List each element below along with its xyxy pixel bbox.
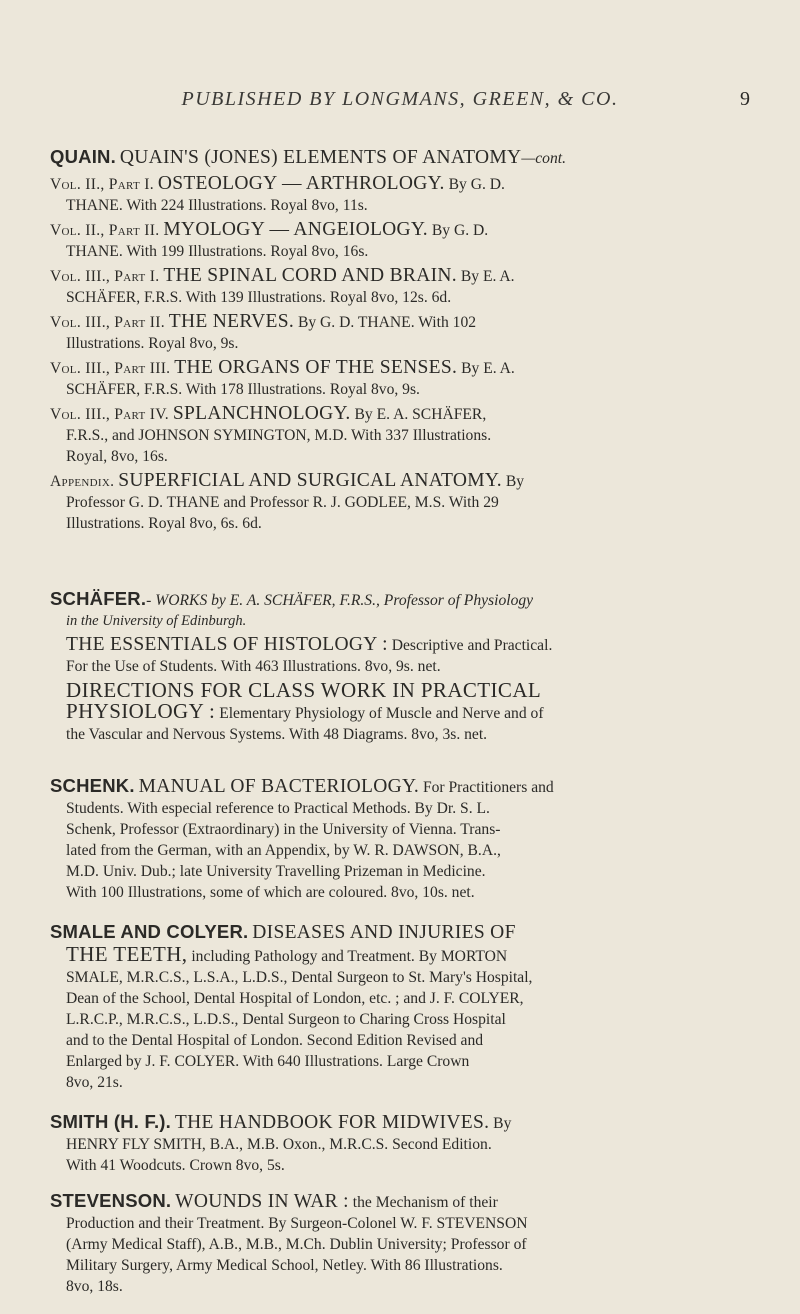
entry-heading: SCHENK. [50,775,135,796]
entry-heading: SCHÄFER. [50,588,147,609]
entry-quain [50,146,752,537]
entry-stevenson: STEVENSON. WOUNDS IN WAR : the Mechanism of their Production and their Treatment. By Surgeon-Colonel W. F. STEVENSON (Army Medical Staff), A.B., M.B., M.Ch. Dublin University; Professor of Military Surgery, Army Medical School, Netley. With 86 Illustrations. 8vo, 18s. [50,1190,528,1295]
book-title: DIRECTIONS FOR CLASS WORK IN PRACTICAL [66,678,542,702]
entry-subtitle-continued: in the University of Edinburgh. [66,613,247,629]
entry-subtitle: - WORKS by E. A. SCHÄFER, F.R.S., Professor of Physiology [146,592,534,609]
book-title: THE ESSENTIALS OF HISTOLOGY : [66,634,388,655]
volume-item: Vol. III., Part III. THE ORGANS OF THE SENSES. By E. A. SCHÄFER, F.R.S. With 178 Illustrations. Royal 8vo, 9s. [50,357,515,398]
entry-schenk: SCHENK. MANUAL OF BACTERIOLOGY. For Practitioners and Students. With especial reference to Practical Methods. By Dr. S. L. Schenk, Professor (Extraordinary) in the University of Vienna. Trans- lated from the German, with an Appendix, by W. R. DAWSON, B.A., M.D. Univ. Dub.; late University Travelling Prizeman in Medicine. With 100 Illustrations, some of which are coloured. 8vo, 10s. net. [50,775,554,901]
running-head: PUBLISHED BY LONGMANS, GREEN, & CO. [181,88,619,110]
entry-heading: SMALE AND COLYER. [50,921,249,942]
entry-heading: SMITH (H. F.). [50,1111,171,1132]
entry-title: MANUAL OF BACTERIOLOGY. [138,776,420,797]
entry-title: THE HANDBOOK FOR MIDWIVES. [174,1112,490,1133]
entry-title: WOUNDS IN WAR : [175,1191,349,1212]
entry-title: QUAIN'S (JONES) ELEMENTS OF ANATOMY [119,147,522,168]
entry-smith: SMITH (H. F.). THE HANDBOOK FOR MIDWIVES. By HENRY FLY SMITH, B.A., M.B. Oxon., M.R.C.S. Second Edition. With 41 Woodcuts. Crown 8vo, 5s. [50,1111,512,1174]
volume-item: Vol. III., Part II. THE NERVES. By G. D. THANE. With 102 Illustrations. Royal 8vo, 9s. [50,311,477,352]
entry-heading: QUAIN. [50,146,116,167]
entry-heading: STEVENSON. [50,1190,172,1211]
volume-item: Vol. II., Part I. OSTEOLOGY — ARTHROLOGY. By G. D. THANE. With 224 Illustrations. Royal 8vo, 11s. [50,173,505,214]
volume-item: Vol. III., Part I. THE SPINAL CORD AND BRAIN. By E. A. SCHÄFER, F.R.S. With 139 Illustrations. Royal 8vo, 12s. 6d. [50,265,515,306]
page-number: 9 [740,88,750,110]
entry-smale-colyer: SMALE AND COLYER. DISEASES AND INJURIES OF THE TEETH, including Pathology and Treatment. By MORTON SMALE, M.R.C.S., L.S.A., L.D.S., Dental Surgeon to St. Mary's Hospital, Dean of the School, Dental Hospital of London, etc. ; and J. F. COLYER, L.R.C.P., M.R.C.S., L.D.S., Dental Surgeon to Charing Cross Hospital and to the Dental Hospital of London. Second Edition Revised and Enlarged by J. F. COLYER. With 640 Illustrations. Large Crown 8vo, 21s. [50,921,533,1091]
volume-item: Vol. III., Part IV. SPLANCHNOLOGY. By E. A. SCHÄFER, F.R.S., and JOHNSON SYMINGTON, M.D. With 337 Illustrations. Royal, 8vo, 16s. [50,403,492,465]
volume-item: Appendix. SUPERFICIAL AND SURGICAL ANATOMY. By Professor G. D. THANE and Professor R. J. GODLEE, M.S. With 29 Illustrations. Royal 8vo, 6s. 6d. [50,470,525,532]
volume-item: Vol. II., Part II. MYOLOGY — ANGEIOLOGY. By G. D. THANE. With 199 Illustrations. Royal 8vo, 16s. [50,219,489,260]
entry-title: DISEASES AND INJURIES OF [252,922,516,943]
continued-mark: —cont. [521,150,566,167]
entry-schafer: SCHÄFER.- WORKS by E. A. SCHÄFER, F.R.S., Professor of Physiology in the University of Edinburgh. THE ESSENTIALS OF HISTOLOGY : Descriptive and Practical. For the Use of Students. With 463 Illustrations. 8vo, 9s. net. DIRECTIONS FOR CLASS WORK IN PRACTICAL PHYSIOLOGY : Elementary Physiology of Muscle and Nerve and of the Vascular and Nervous Systems. With 48 Diagrams. 8vo, 3s. net. [50,588,752,745]
